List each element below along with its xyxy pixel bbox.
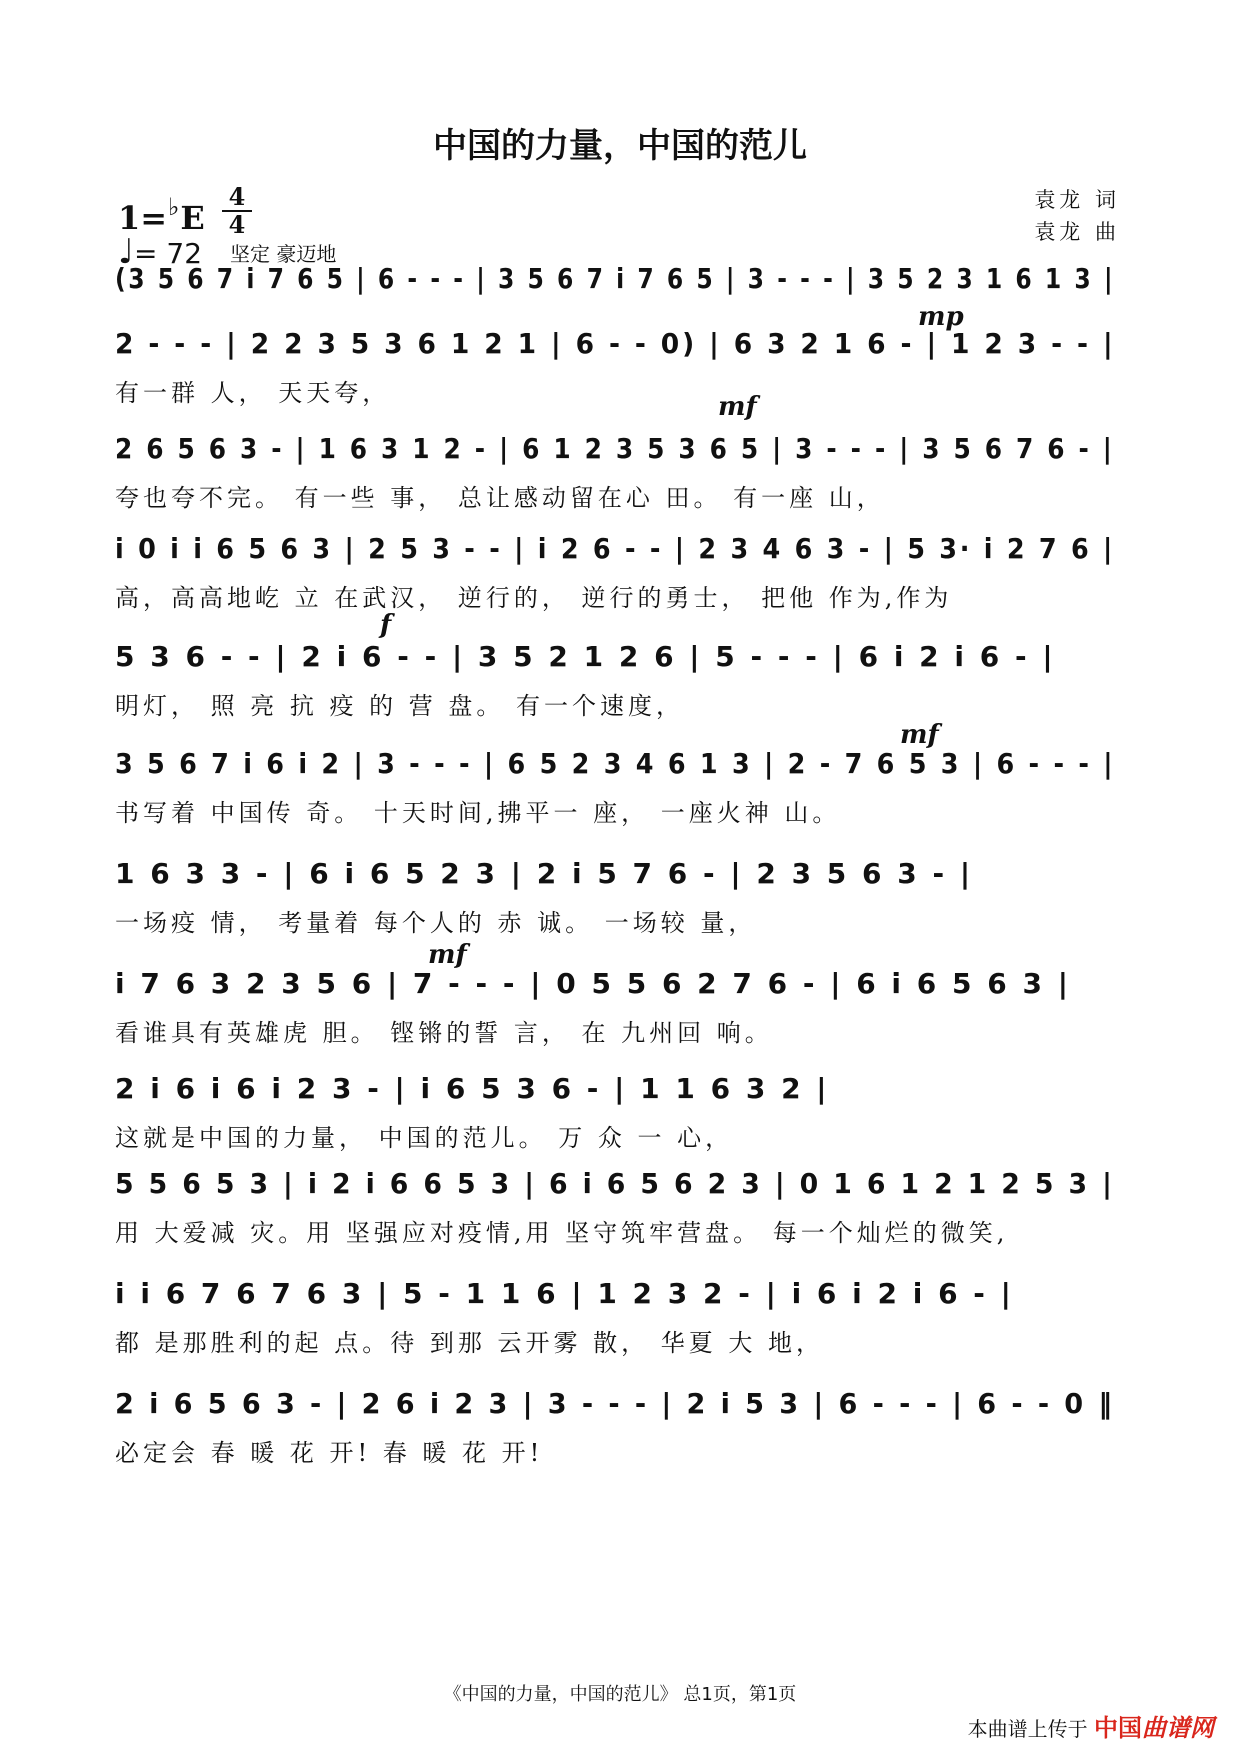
score-system	[115, 1060, 1125, 1158]
notation-line	[115, 845, 1125, 903]
score-system	[115, 315, 1125, 413]
notation-line	[115, 955, 1125, 1013]
score-system	[115, 1265, 1125, 1363]
notation-text: i 0 i i 6 5 6 3 | 2 5 3 - - | i 2 6 - - | 2 3 4 6 3 - | 5 3· i 2 7 6 |	[115, 532, 1116, 565]
upload-text: 本曲谱上传于	[967, 1717, 1088, 1741]
score-system	[115, 735, 1125, 833]
score-system	[115, 628, 1125, 726]
composer-credit: 袁龙 曲	[1034, 220, 1120, 244]
notation-line	[115, 315, 1125, 373]
time-signature-bottom: 4	[228, 210, 246, 239]
lyrics-line: 用 大爱减 灾。用 坚强应对疫情,用 坚守筑牢营盘。 每一个灿烂的微笑,	[115, 1219, 1009, 1247]
upload-credit	[968, 1708, 1214, 1743]
notation-line	[115, 628, 1125, 686]
notation-text: i 7 6 3 2 3 5 6 | 7 - - - | 0 5 5 6 2 7 6 - | 6 i 6 5 6 3 |	[115, 967, 1071, 1000]
lyrics-line: 高，高高地屹 立 在武汉， 逆行的， 逆行的勇士， 把他 作为,作为	[115, 584, 953, 612]
lyrics-line: 这就是中国的力量， 中国的范儿。 万 众 一 心，	[115, 1124, 734, 1152]
notation-line	[115, 1060, 1125, 1118]
notation-line	[115, 1265, 1125, 1323]
key-note: E	[180, 199, 205, 237]
quarter-note-icon: ♩	[118, 232, 135, 272]
page-info: 《中国的力量，中国的范儿》 总1页，第1页	[443, 1684, 797, 1705]
dynamic-marking: mf	[900, 720, 939, 750]
lyrics-line: 书写着 中国传 奇。 十天时间,拂平一 座， 一座火神 山。	[115, 799, 841, 827]
dynamic-marking: mf	[718, 392, 757, 422]
lyrics-line: 都 是那胜利的起 点。待 到那 云开雾 散， 华夏 大 地，	[115, 1329, 825, 1357]
credits	[1034, 184, 1120, 248]
lyrics-line: 有一群 人， 天天夸，	[115, 379, 391, 407]
key-prefix: 1=	[118, 199, 168, 237]
score-system	[115, 520, 1125, 618]
notation-text: 5 5 6 5 3 | i 2 i 6 6 5 3 | 6 i 6 5 6 2 3 | 0 1 6 1 2 1 2 5 3 |	[115, 1167, 1115, 1200]
notation-line	[115, 250, 1125, 308]
site-logo-b[interactable]: 曲谱网	[1142, 1714, 1214, 1742]
lyricist-credit: 袁龙 词	[1034, 188, 1120, 212]
score-system	[115, 845, 1125, 943]
score-system	[115, 1375, 1125, 1473]
notation-text: 1 6 3 3 - | 6 i 6 5 2 3 | 2 i 5 7 6 - | 2 3 5 6 3 - |	[115, 857, 974, 890]
tempo-value: = 72	[134, 237, 203, 270]
notation-text: 2 6 5 6 3 - | 1 6 3 1 2 - | 6 1 2 3 5 3 6 5 | 3 - - - | 3 5 6 7 6 - |	[115, 432, 1115, 465]
notation-text: i i 6 7 6 7 6 3 | 5 - 1 1 6 | 1 2 3 2 - | i 6 i 2 i 6 - |	[115, 1277, 1014, 1310]
lyrics-line: 看谁具有英雄虎 胆。 铿锵的誓 言， 在 九州回 响。	[115, 1019, 773, 1047]
notation-text: 2 - - - | 2 2 3 5 3 6 1 2 1 | 6 - - 0) | 6 3 2 1 6 - | 1 2 3 - - |	[115, 327, 1116, 360]
dynamic-marking: mf	[428, 940, 467, 970]
flat-sign: ♭	[168, 192, 180, 221]
notation-text: 5 3 6 - - | 2 i 6 - - | 3 5 2 1 2 6 | 5 - - - | 6 i 2 i 6 - |	[115, 640, 1056, 673]
notation-text: 3 5 6 7 i 6 i 2 | 3 - - - | 6 5 2 3 4 6 1 3 | 2 - 7 6 5 3 | 6 - - - |	[115, 747, 1116, 780]
dynamic-marking: f	[380, 610, 392, 640]
notation-line	[115, 520, 1125, 578]
notation-line	[115, 1155, 1125, 1213]
lyrics-line: 夸也夸不完。 有一些 事， 总让感动留在心 田。 有一座 山，	[115, 484, 885, 512]
notation-line	[115, 420, 1125, 478]
lyrics-line: 明灯， 照 亮 抗 疫 的 营 盘。 有一个速度，	[115, 692, 685, 720]
expression-marking: 坚定 豪迈地	[230, 242, 337, 266]
time-signature	[222, 182, 252, 239]
lyrics-line: 一场疫 情， 考量着 每个人的 赤 诚。 一场较 量，	[115, 909, 757, 937]
notation-text: 2 i 6 5 6 3 - | 2 6 i 2 3 | 3 - - - | 2 i 5 3 | 6 - - - | 6 - - 0 ‖	[115, 1387, 1115, 1420]
score-system	[115, 420, 1125, 518]
notation-text: 2 i 6 i 6 i 2 3 - | i 6 5 3 6 - | 1 1 6 3 2 |	[115, 1072, 830, 1105]
key-signature	[118, 192, 205, 237]
notation-text: (3 5 6 7 i 7 6 5 | 6 - - - | 3 5 6 7 i 7 6 5 | 3 - - - | 3 5 2 3 1 6 1 3 |	[115, 262, 1116, 295]
notation-line	[115, 1375, 1125, 1433]
time-signature-top: 4	[228, 182, 246, 211]
lyrics-line: 必定会 春 暖 花 开! 春 暖 花 开!	[115, 1439, 544, 1467]
notation-line	[115, 735, 1125, 793]
page-title: 中国的力量，中国的范儿	[433, 126, 807, 166]
site-logo-a[interactable]: 中国	[1094, 1714, 1142, 1742]
score-system	[115, 955, 1125, 1053]
dynamic-marking: mp	[918, 302, 964, 332]
score-system	[115, 1155, 1125, 1253]
